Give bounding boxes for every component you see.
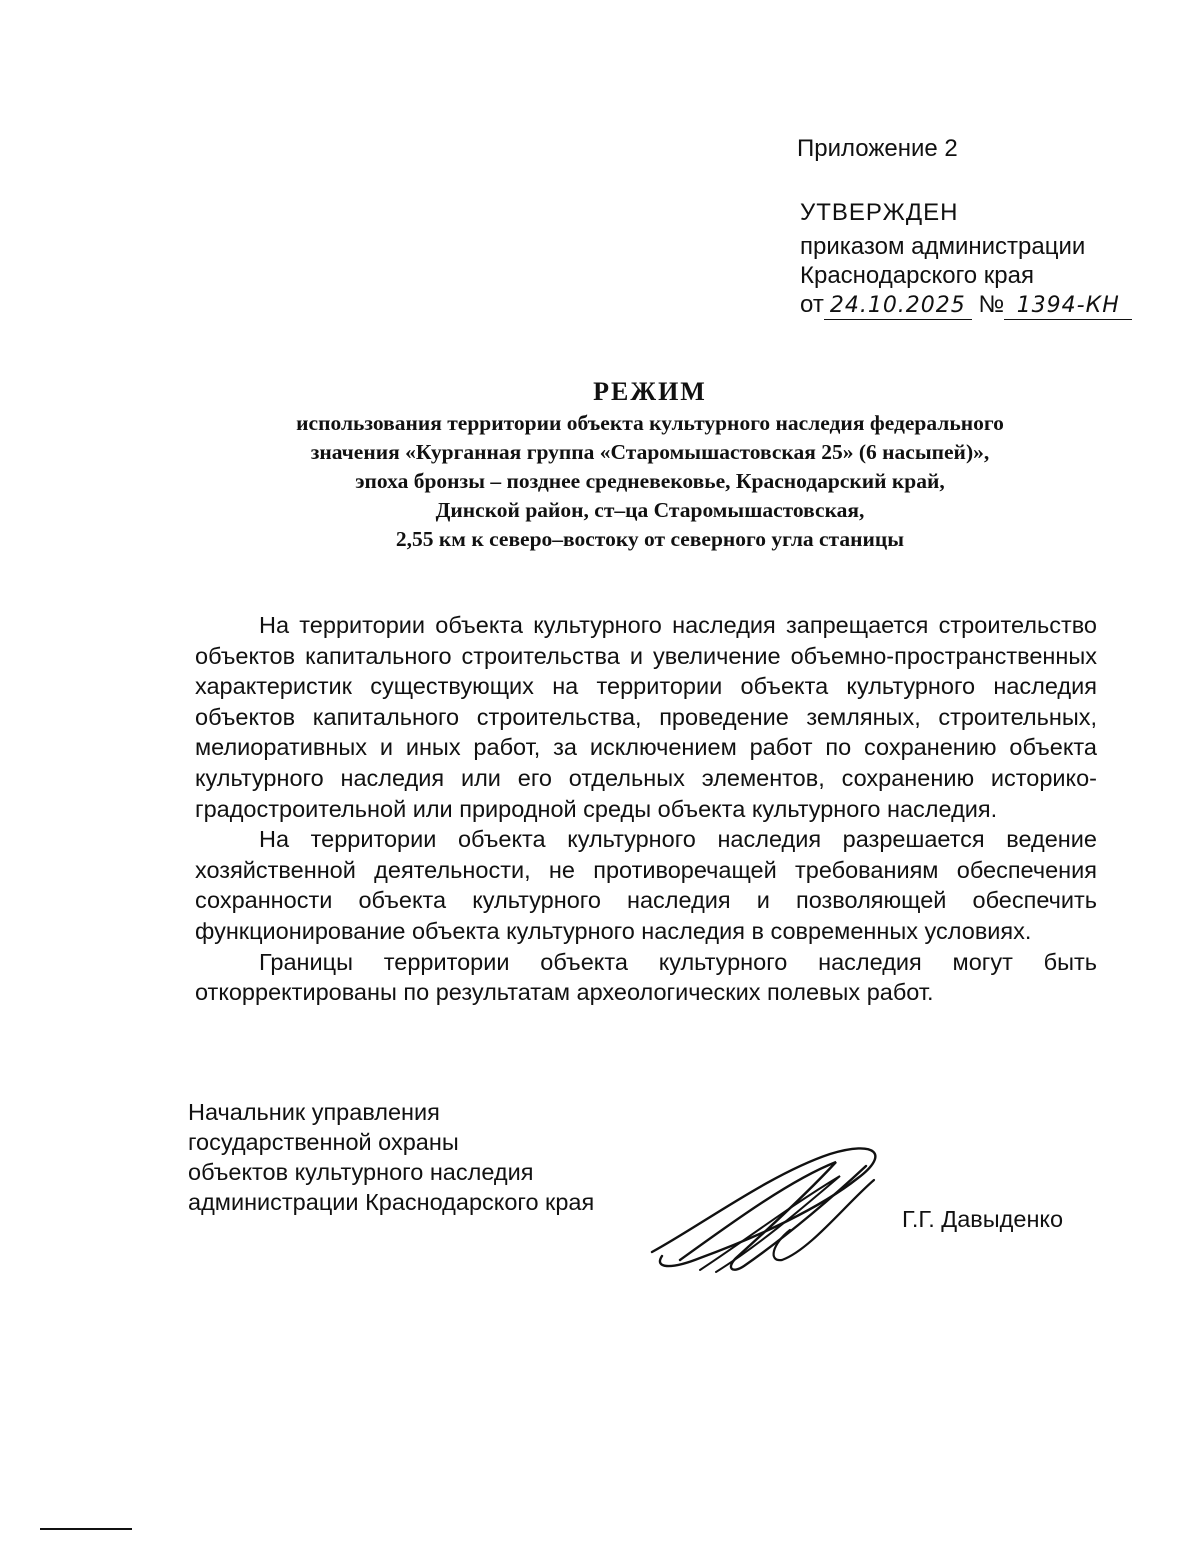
approved-label: УТВЕРЖДЕН [800, 199, 959, 226]
order-date: 24.10.2025 [824, 293, 972, 320]
signer-position-line: объектов культурного наследия [188, 1159, 534, 1185]
order-number-prefix: № [978, 291, 1005, 318]
signer-name: Г.Г. Давыденко [902, 1206, 1064, 1232]
margin-line [40, 1528, 132, 1530]
approval-line-1: приказом администрации [800, 233, 1086, 260]
signer-position-line: администрации Краснодарского края [188, 1189, 595, 1215]
order-from-prefix: от [800, 291, 824, 318]
appendix-label: Приложение 2 [797, 135, 958, 162]
approval-stamp [800, 198, 1132, 320]
subtitle-line: 2,55 км к северо–востоку от северного угла станицы [395, 527, 905, 551]
signer-position-line: государственной охраны [188, 1129, 459, 1155]
order-number: 1394-КН [1004, 293, 1132, 320]
subtitle-line: значения «Курганная группа «Старомышастовская 25» (6 насыпей)», [310, 440, 990, 464]
handwritten-signature [640, 1140, 900, 1280]
approval-order-line [800, 290, 1132, 320]
subtitle-line: Динской район, ст–ца Старомышастовская, [435, 498, 865, 522]
subtitle-line: использования территории объекта культурного наследия федерального [296, 411, 1004, 435]
signer-position [188, 1097, 594, 1217]
signer-position-line: Начальник управления [188, 1099, 440, 1125]
subtitle-line: эпоха бронзы – позднее средневековье, Краснодарский край, [355, 469, 945, 493]
document-title: РЕЖИМ [593, 377, 707, 406]
approval-line-2: Краснодарского края [800, 262, 1034, 289]
body-paragraph: На территории объекта культурного наследия разрешается ведение хозяйственной деятельности, не противоречащей требованиям обеспечения сохранности объекта культурного наследия и позволяющей обеспечить функционирование объекта культурного наследия в современных условиях. [195, 826, 1097, 944]
document-body [195, 610, 1097, 1008]
document-subtitle [190, 409, 1110, 554]
body-paragraph: Границы территории объекта культурного наследия могут быть откорректированы по результатам археологических полевых работ. [195, 948, 1097, 1006]
body-paragraph: На территории объекта культурного наследия запрещается строительство объектов капитального строительства и увеличение объемно-пространственных характеристик существующих на территории объекта культурного наследия объектов капитального строительства, проведение земляных, строительных, мелиоративных и иных работ, за исключением работ по сохранению объекта культурного наследия или его отдельных элементов, сохранению историко-градостроительной или природной среды объекта культурного наследия. [195, 612, 1097, 822]
